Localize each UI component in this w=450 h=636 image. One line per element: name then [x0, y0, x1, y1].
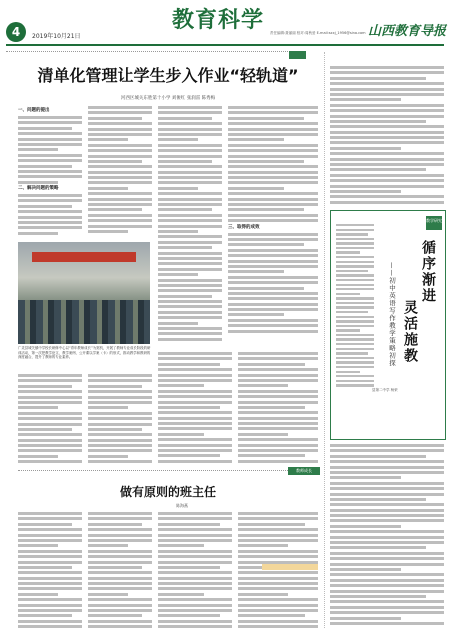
issue-date: 2019年10月21日 [32, 33, 81, 40]
sidebar-subtitle: ——初中英语写作教学策略初探 [388, 262, 396, 367]
lead-article-title: 清单化管理让学生步入作业“轻轨道” [37, 66, 299, 85]
second-article-author: 陈海燕 [176, 503, 188, 508]
lead-subhead-2: 二、解决问题的策略 [18, 186, 59, 192]
event-banner [32, 252, 136, 262]
audience-crowd [18, 300, 150, 344]
second-article-title: 做有原则的班主任 [120, 485, 217, 499]
lead-subhead-3: 三、取得的成效 [228, 224, 260, 230]
training-event-photo [18, 242, 150, 344]
sidebar-title-line-1: 循序渐进 [420, 240, 436, 304]
page-number: 4 [6, 22, 26, 42]
photo-caption: 广灵县城关镇中学校长研修中心以“青年教师成长”为契机，开展了教师专业成长阶段的研训活动，第一次把教学论文、教学案例、公开课以学案（卡）的形式，推动教学和教研的深度融合，提升了教师的专业素养。 [18, 346, 151, 360]
lead-body-col-6 [88, 374, 152, 464]
second-body-col-2 [88, 512, 152, 630]
section-title: 教育科学 [172, 7, 265, 33]
editor-contact-info: 责任编辑:聂丽丽 校对:周秋爱 E-mail:sxxj_1956@sina.com [270, 31, 366, 35]
sidebar-title-line-2: 灵活施教 [402, 300, 418, 364]
sidebar-author: 县第二中学 杨荣 [372, 388, 398, 392]
second-body-col-1 [18, 512, 82, 630]
column-divider [324, 52, 325, 628]
lead-body-col-3 [158, 106, 222, 346]
lead-body-col-8 [238, 352, 318, 464]
highlighted-phrase [262, 564, 318, 570]
masthead [0, 0, 450, 50]
lead-body-col-4 [228, 106, 318, 346]
lead-section-tag [289, 51, 306, 59]
right-column-upper-text [330, 66, 444, 206]
sidebar-body-text [336, 224, 374, 389]
lead-body-col-5 [18, 374, 82, 464]
newspaper-brand: 山西教育导报 [368, 24, 447, 39]
sidebar-article-tag: 教学研究 [426, 216, 442, 230]
second-body-col-3 [158, 512, 232, 630]
lead-article-byline: 河西区城关东胜第十小学 刘俊红 张润雷 陈秀梅 [120, 96, 216, 101]
second-article-tag: 教师成长 [288, 467, 320, 475]
masthead-rule [6, 44, 444, 46]
lead-body-col-1 [18, 106, 82, 238]
lead-body-col-2 [88, 106, 152, 238]
lead-body-col-7 [158, 352, 232, 464]
second-body-col-4 [238, 512, 318, 630]
right-column-lower-text [330, 444, 444, 627]
lead-subhead-1: 一、问题的提出 [18, 108, 50, 113]
lead-section-strip [6, 51, 306, 59]
